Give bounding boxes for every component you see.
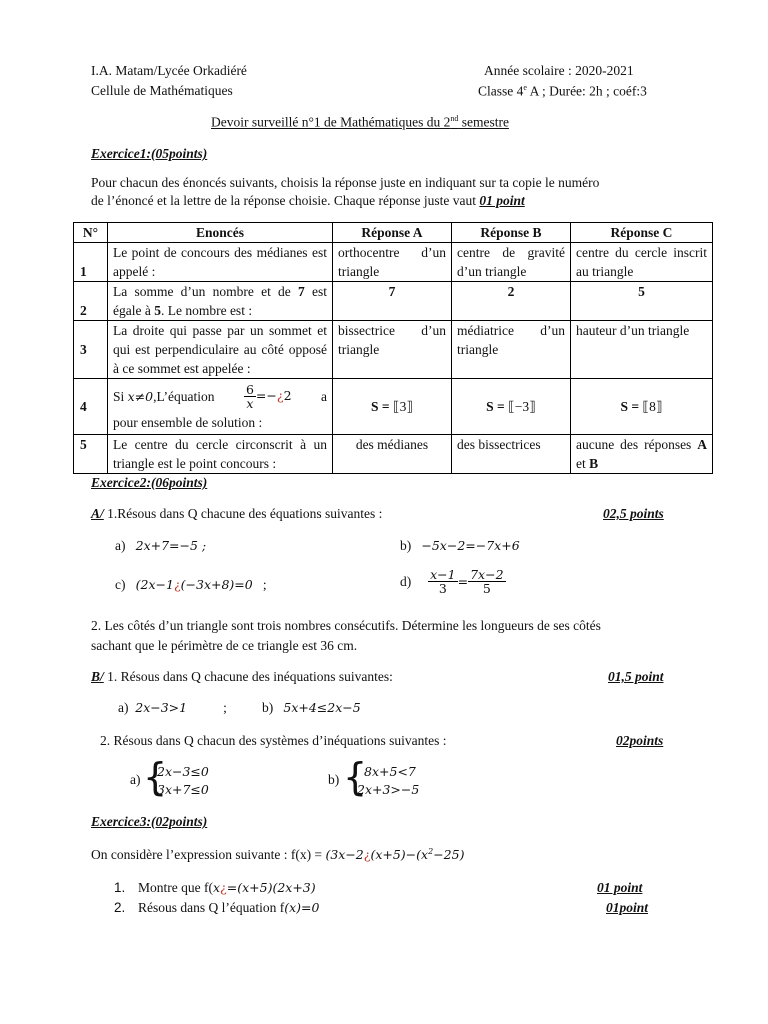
row-number: 5 [74, 435, 108, 474]
part-b-question1: B/ 1. Résous dans Q chacune des inéquations suivantes: [91, 669, 393, 684]
row-answer-c: S = ⟦8⟧ [571, 379, 713, 435]
row-number: 1 [74, 243, 108, 282]
exercise2-heading: Exercice2:(06points) [91, 475, 208, 490]
school-year: Année scolaire : 2020-2021 [484, 63, 634, 78]
row-answer-b: médiatrice d’un triangle [452, 321, 571, 379]
equation-a: a) 2x+7=−5 ; [115, 538, 207, 553]
row-answer-c: 5 [571, 282, 713, 321]
item-number: 2. [114, 900, 126, 915]
header-reponse-b: Réponse B [452, 223, 571, 243]
system-a: 2x−3≤0 3x+7≤0 [157, 764, 209, 797]
row-number: 3 [74, 321, 108, 379]
row-answer-a: S = ⟦3⟧ [333, 379, 452, 435]
page-title: Devoir surveillé n°1 de Mathématiques du 2nd semestre [211, 114, 509, 130]
inequation-b: b) 5x+4≤2x−5 [262, 700, 361, 715]
question2-line1: 2. Les côtés d’un triangle sont trois nombres consécutifs. Détermine les longueurs de ses côtés [91, 618, 601, 633]
row-answer-c: aucune des réponses A et B [571, 435, 713, 474]
table-row [74, 435, 713, 474]
brace-icon: { [143, 755, 168, 799]
row-enonce: Le centre du cercle circonscrit à un triangle est le point concours : [108, 435, 333, 474]
system-b-label: b) [328, 772, 340, 787]
inequation-a: a) 2x−3>1 ; [118, 700, 227, 715]
row-answer-c: hauteur d’un triangle [571, 321, 713, 379]
header-reponse-a: Réponse A [333, 223, 452, 243]
row-answer-b: S = ⟦−3⟧ [452, 379, 571, 435]
exercise3-intro: On considère l’expression suivante : $f(x) = (3x-2¿(x+5)-(x^2-25)$ [91, 847, 465, 863]
table-row [74, 321, 713, 379]
table-row [74, 243, 713, 282]
equation-b: b) −5x−2=−7x+6 [400, 538, 520, 553]
department-name: Cellule de Mathématiques [91, 83, 233, 98]
class-info: Classe 4e A ; Durée: 2h ; coéf:3 [478, 83, 647, 99]
brace-icon: { [343, 755, 368, 799]
row-answer-a: orthocentre d’un triangle [333, 243, 452, 282]
part-a-points: 02,5 points [603, 506, 664, 521]
item-points: 01point [606, 900, 649, 915]
school-name: I.A. Matam/Lycée Orkadiéré [91, 63, 247, 78]
table-header-row [74, 223, 713, 243]
item-points: 01 point [597, 880, 643, 895]
row-enonce: Le point de concours des médianes est appelé : [108, 243, 333, 282]
exercise1-intro-line1: Pour chacun des énoncés suivants, choisis la réponse juste en indiquant sur ta copie le numéro [91, 175, 600, 190]
row-number: 2 [74, 282, 108, 321]
item-text: Montre que f(x¿=(x+5)(2x+3) [138, 880, 316, 895]
row-answer-a: 7 [333, 282, 452, 321]
part-b-q2-points: 02points [616, 733, 664, 748]
exercise1-intro-line2: de l’énoncé et la lettre de la réponse choisie. Chaque réponse juste vaut 01 point [91, 193, 525, 208]
table-row [74, 379, 713, 435]
system-a-label: a) [130, 772, 141, 787]
row-number: 4 [74, 379, 108, 435]
question2-line2: sachant que le périmètre de ce triangle est 36 cm. [91, 638, 358, 653]
row-enonce: La droite qui passe par un sommet et qui est perpendiculaire au côté opposé à ce sommet est appelée : [108, 321, 333, 379]
item-text: Résous dans Q l’équation f(x)=0 [138, 900, 320, 915]
exercise1-heading: Exercice1:(05points) [91, 146, 208, 161]
row-answer-a: bissectrice d’un triangle [333, 321, 452, 379]
system-b: 8x+5<7 2x+3>−5 [357, 764, 420, 797]
part-a-question1: A/ 1.Résous dans Q chacune des équations suivantes : [91, 506, 383, 521]
equation-d: d) $\frac{x-1}{3}$ = $\frac{7x-2}{5}$ [400, 567, 504, 596]
row-answer-c: centre du cercle inscrit au triangle [571, 243, 713, 282]
row-enonce: Si x≠0,L’équation $\frac{6}{x}$ =−¿2 a pour ensemble de solution : [108, 379, 333, 435]
row-answer-b: des bissectrices [452, 435, 571, 474]
item-number: 1. [114, 880, 126, 895]
equation-c: c) (2x−1¿(−3x+8)=0 ; [115, 577, 267, 592]
mcq-table [73, 222, 713, 474]
row-answer-b: 2 [452, 282, 571, 321]
row-answer-b: centre de gravité d’un triangle [452, 243, 571, 282]
header-enonces: Enoncés [108, 223, 333, 243]
row-enonce: La somme d’un nombre et de 7 est égale à 5. Le nombre est : [108, 282, 333, 321]
table-row [74, 282, 713, 321]
part-b-question2: 2. Résous dans Q chacun des systèmes d’inéquations suivantes : [100, 733, 447, 748]
row-answer-a: des médianes [333, 435, 452, 474]
header-num: N° [74, 223, 108, 243]
header-reponse-c: Réponse C [571, 223, 713, 243]
exercise3-heading: Exercice3:(02points) [91, 814, 208, 829]
part-b-points: 01,5 point [608, 669, 664, 684]
